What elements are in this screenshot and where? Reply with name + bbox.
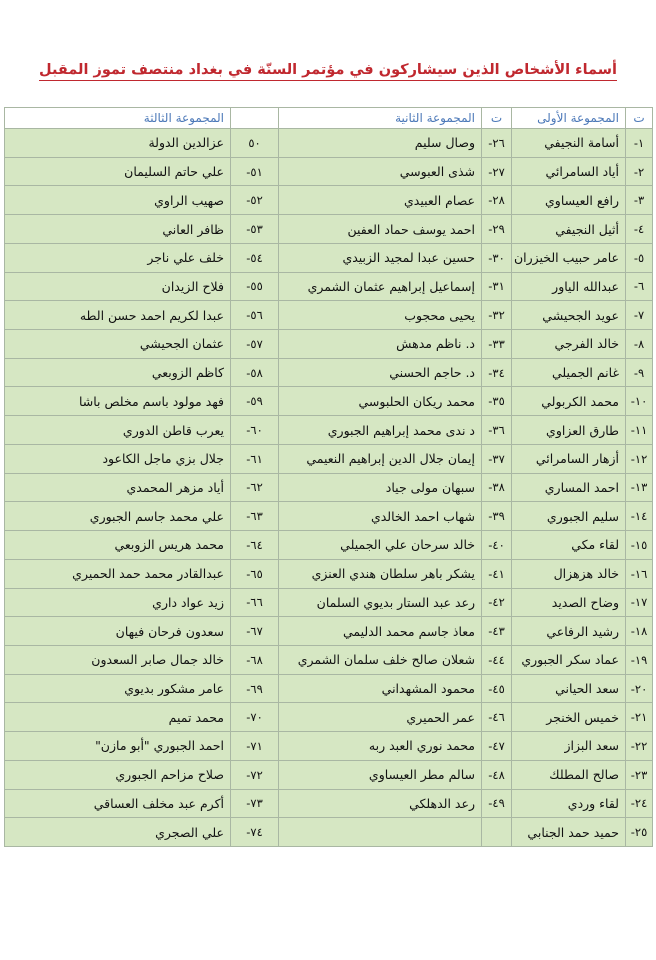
name-group-1: عماد سكر الجبوري	[512, 645, 626, 674]
name-group-3: محمد هريس الزوبعي	[5, 531, 231, 560]
name-group-3: عزالدين الدولة	[5, 129, 231, 158]
page-title-text: أسماء الأشخاص الذين سيشاركون في مؤتمر السنّة في بغداد منتصف تموز المقبل	[39, 62, 617, 81]
header-group-3: المجموعة الثالثة	[5, 108, 231, 129]
table-row	[5, 215, 653, 244]
name-group-3: يعرب قاطن الدوري	[5, 416, 231, 445]
name-group-2: خالد سرحان علي الجميلي	[279, 531, 482, 560]
name-group-3: صلاح مزاحم الجبوري	[5, 760, 231, 789]
number-group-3: ٥٧-	[231, 330, 279, 359]
name-group-2: حسين عبدا لمجيد الزبيدي	[279, 243, 482, 272]
table-header-row	[5, 108, 653, 129]
name-group-2	[279, 818, 482, 847]
name-group-3: محمد تميم	[5, 703, 231, 732]
name-group-3: علي محمد جاسم الجبوري	[5, 502, 231, 531]
number-group-3: ٦٨-	[231, 645, 279, 674]
name-group-2: د ندى محمد إبراهيم الجبوري	[279, 416, 482, 445]
number-group-2: ٣٨-	[482, 473, 512, 502]
name-group-1: سليم الجبوري	[512, 502, 626, 531]
number-group-1: ٧-	[626, 301, 653, 330]
name-group-3: خلف علي ناجر	[5, 243, 231, 272]
name-group-1: أسامة النجيفي	[512, 129, 626, 158]
number-group-3: ٧٤-	[231, 818, 279, 847]
name-group-2: رعد الدهلكي	[279, 789, 482, 818]
name-group-2: احمد يوسف حماد العفين	[279, 215, 482, 244]
name-group-2: إيمان جلال الدين إبراهيم النعيمي	[279, 444, 482, 473]
name-group-3: عامر مشكور بديوي	[5, 674, 231, 703]
number-group-3: ٥٣-	[231, 215, 279, 244]
number-group-2: ٣٩-	[482, 502, 512, 531]
number-group-3: ٦١-	[231, 444, 279, 473]
number-group-3: ٧٣-	[231, 789, 279, 818]
name-group-3: أكرم عبد مخلف العساقي	[5, 789, 231, 818]
table-row	[5, 301, 653, 330]
table-row	[5, 129, 653, 158]
number-group-3: ٥٨-	[231, 358, 279, 387]
name-group-2: يشكر باهر سلطان هندي العنزي	[279, 559, 482, 588]
name-group-1: أثيل النجيفي	[512, 215, 626, 244]
number-group-1: ٩-	[626, 358, 653, 387]
name-group-2: عمر الحميري	[279, 703, 482, 732]
name-group-3: أياد مزهر المحمدي	[5, 473, 231, 502]
number-group-1: ٢٢-	[626, 732, 653, 761]
number-group-1: ٦-	[626, 272, 653, 301]
number-group-2: ٤٨-	[482, 760, 512, 789]
number-group-2: ٣٤-	[482, 358, 512, 387]
number-group-2	[482, 818, 512, 847]
number-group-3: ٥٠	[231, 129, 279, 158]
name-group-3: علي حاتم السليمان	[5, 157, 231, 186]
number-group-2: ٤٦-	[482, 703, 512, 732]
name-group-3: كاظم الزوبعي	[5, 358, 231, 387]
number-group-2: ٣٠-	[482, 243, 512, 272]
number-group-2: ٢٨-	[482, 186, 512, 215]
name-group-2: معاذ جاسم محمد الدليمي	[279, 617, 482, 646]
name-group-2: محمد ريكان الحلبوسي	[279, 387, 482, 416]
number-group-3: ٦٢-	[231, 473, 279, 502]
number-group-2: ٤٠-	[482, 531, 512, 560]
table-row	[5, 387, 653, 416]
number-group-1: ٤-	[626, 215, 653, 244]
table-row	[5, 818, 653, 847]
participants-table	[4, 107, 653, 847]
name-group-2: يحيى محجوب	[279, 301, 482, 330]
number-group-1: ١٤-	[626, 502, 653, 531]
number-group-1: ١٢-	[626, 444, 653, 473]
table-row	[5, 330, 653, 359]
number-group-3: ٦٠-	[231, 416, 279, 445]
table-row	[5, 703, 653, 732]
name-group-3: احمد الجبوري "أبو مازن"	[5, 732, 231, 761]
name-group-1: محمد الكربولي	[512, 387, 626, 416]
name-group-2: شهاب احمد الخالدي	[279, 502, 482, 531]
number-group-1: ١٦-	[626, 559, 653, 588]
name-group-1: عامر حبيب الخيزران	[512, 243, 626, 272]
table-row	[5, 617, 653, 646]
number-group-1: ١٩-	[626, 645, 653, 674]
table-row	[5, 157, 653, 186]
number-group-2: ٢٧-	[482, 157, 512, 186]
table-row	[5, 416, 653, 445]
number-group-2: ٢٦-	[482, 129, 512, 158]
page-title	[0, 62, 656, 78]
name-group-1: غانم الجميلي	[512, 358, 626, 387]
name-group-1: سعد الحياني	[512, 674, 626, 703]
name-group-1: حميد حمد الجنابي	[512, 818, 626, 847]
number-group-3: ٦٧-	[231, 617, 279, 646]
name-group-2: وصال سليم	[279, 129, 482, 158]
table-row	[5, 272, 653, 301]
name-group-1: خالد هزهزال	[512, 559, 626, 588]
number-group-1: ٢٥-	[626, 818, 653, 847]
number-group-3: ٧١-	[231, 732, 279, 761]
name-group-1: صالح المطلك	[512, 760, 626, 789]
number-group-3: ٦٩-	[231, 674, 279, 703]
number-group-2: ٤١-	[482, 559, 512, 588]
name-group-1: عويد الجحيشي	[512, 301, 626, 330]
number-group-2: ٣١-	[482, 272, 512, 301]
name-group-3: فهد مولود باسم مخلص باشا	[5, 387, 231, 416]
name-group-2: سالم مطر العيساوي	[279, 760, 482, 789]
number-group-1: ٨-	[626, 330, 653, 359]
name-group-3: ظافر العاني	[5, 215, 231, 244]
name-group-1: وضاح الصديد	[512, 588, 626, 617]
number-group-1: ٢١-	[626, 703, 653, 732]
number-group-1: ٢٠-	[626, 674, 653, 703]
name-group-3: عثمان الجحيشي	[5, 330, 231, 359]
name-group-1: احمد المساري	[512, 473, 626, 502]
number-group-2: ٣٢-	[482, 301, 512, 330]
name-group-3: عبدا لكريم احمد حسن الطه	[5, 301, 231, 330]
header-number-group-1: ت	[626, 108, 653, 129]
table-row	[5, 186, 653, 215]
number-group-1: ٢-	[626, 157, 653, 186]
name-group-3: صهيب الراوي	[5, 186, 231, 215]
number-group-3: ٥٩-	[231, 387, 279, 416]
number-group-2: ٤٩-	[482, 789, 512, 818]
number-group-3: ٥٤-	[231, 243, 279, 272]
table-row	[5, 732, 653, 761]
number-group-2: ٤٧-	[482, 732, 512, 761]
table-body	[5, 129, 653, 847]
name-group-3: زيد عواد داري	[5, 588, 231, 617]
name-group-1: خالد الفرجي	[512, 330, 626, 359]
number-group-2: ٤٥-	[482, 674, 512, 703]
number-group-3: ٥٦-	[231, 301, 279, 330]
name-group-2: رعد عبد الستار بديوي السلمان	[279, 588, 482, 617]
number-group-3: ٦٣-	[231, 502, 279, 531]
number-group-1: ٣-	[626, 186, 653, 215]
name-group-1: طارق العزاوي	[512, 416, 626, 445]
table-row	[5, 502, 653, 531]
table-row	[5, 358, 653, 387]
header-number-group-3	[231, 108, 279, 129]
table-row	[5, 645, 653, 674]
name-group-1: أزهار السامرائي	[512, 444, 626, 473]
name-group-3: خالد جمال صابر السعدون	[5, 645, 231, 674]
header-number-group-2: ت	[482, 108, 512, 129]
name-group-3: جلال بزي ماجل الكاعود	[5, 444, 231, 473]
table-row	[5, 760, 653, 789]
number-group-3: ٦٥-	[231, 559, 279, 588]
name-group-3: علي الصجري	[5, 818, 231, 847]
number-group-1: ١-	[626, 129, 653, 158]
number-group-2: ٣٦-	[482, 416, 512, 445]
number-group-2: ٤٣-	[482, 617, 512, 646]
name-group-2: محمد نوري العبد ربه	[279, 732, 482, 761]
name-group-1: عبدالله الياور	[512, 272, 626, 301]
header-group-1: المجموعة الأولى	[512, 108, 626, 129]
number-group-2: ٣٧-	[482, 444, 512, 473]
name-group-2: شعلان صالح خلف سلمان الشمري	[279, 645, 482, 674]
number-group-3: ٦٦-	[231, 588, 279, 617]
number-group-1: ١٣-	[626, 473, 653, 502]
number-group-2: ٤٤-	[482, 645, 512, 674]
number-group-1: ١٧-	[626, 588, 653, 617]
name-group-2: إسماعيل إبراهيم عثمان الشمري	[279, 272, 482, 301]
number-group-3: ٧٠-	[231, 703, 279, 732]
name-group-1: لقاء مكي	[512, 531, 626, 560]
name-group-1: رافع العيساوي	[512, 186, 626, 215]
name-group-2: شذى العبوسي	[279, 157, 482, 186]
table-row	[5, 559, 653, 588]
table-row	[5, 789, 653, 818]
name-group-2: سبهان مولى جياد	[279, 473, 482, 502]
number-group-1: ٥-	[626, 243, 653, 272]
header-group-2: المجموعة الثانية	[279, 108, 482, 129]
table-row	[5, 674, 653, 703]
number-group-1: ١٠-	[626, 387, 653, 416]
number-group-2: ٤٢-	[482, 588, 512, 617]
name-group-3: عبدالقادر محمد حمد الحميري	[5, 559, 231, 588]
name-group-1: أياد السامرائي	[512, 157, 626, 186]
number-group-2: ٢٩-	[482, 215, 512, 244]
name-group-1: لقاء وردي	[512, 789, 626, 818]
number-group-2: ٣٥-	[482, 387, 512, 416]
number-group-3: ٥١-	[231, 157, 279, 186]
name-group-1: سعد البزاز	[512, 732, 626, 761]
number-group-1: ٢٣-	[626, 760, 653, 789]
number-group-1: ١٨-	[626, 617, 653, 646]
name-group-3: سعدون فرحان فيهان	[5, 617, 231, 646]
table-row	[5, 473, 653, 502]
name-group-2: عصام العبيدي	[279, 186, 482, 215]
name-group-2: د. ناظم مدهش	[279, 330, 482, 359]
name-group-1: خميس الخنجر	[512, 703, 626, 732]
number-group-1: ٢٤-	[626, 789, 653, 818]
number-group-3: ٥٥-	[231, 272, 279, 301]
name-group-1: رشيد الرفاعي	[512, 617, 626, 646]
number-group-3: ٧٢-	[231, 760, 279, 789]
table-row	[5, 531, 653, 560]
name-group-2: محمود المشهداني	[279, 674, 482, 703]
table-row	[5, 243, 653, 272]
number-group-3: ٥٢-	[231, 186, 279, 215]
name-group-2: د. حاجم الحسني	[279, 358, 482, 387]
name-group-3: فلاح الزيدان	[5, 272, 231, 301]
number-group-2: ٣٣-	[482, 330, 512, 359]
table-row	[5, 444, 653, 473]
table-row	[5, 588, 653, 617]
number-group-1: ١٥-	[626, 531, 653, 560]
number-group-3: ٦٤-	[231, 531, 279, 560]
number-group-1: ١١-	[626, 416, 653, 445]
